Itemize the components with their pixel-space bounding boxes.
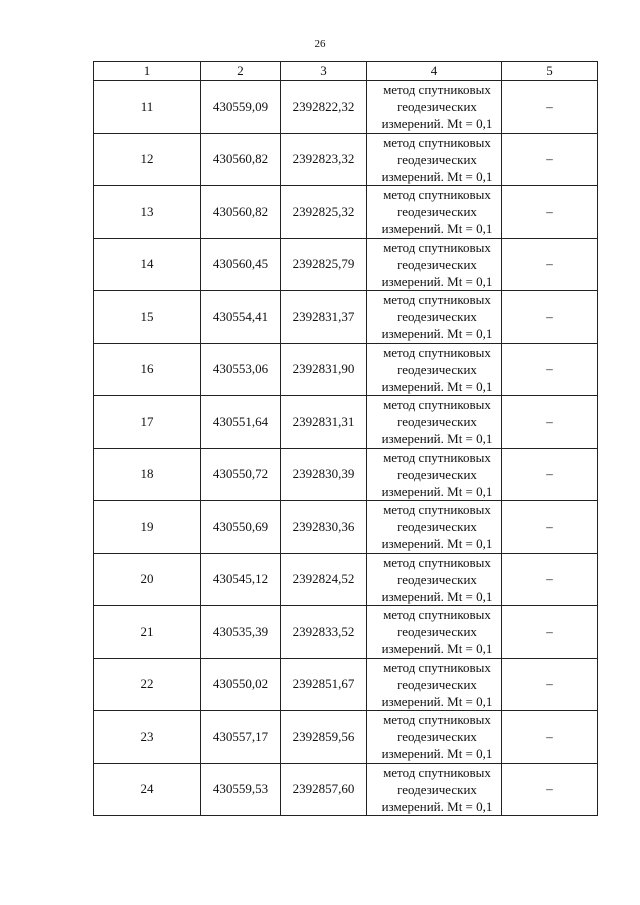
point-number-cell: 21 (94, 606, 201, 659)
method-line: измерений. Mt = 0,1 (381, 798, 493, 814)
table-row (94, 448, 598, 501)
x-coordinate-cell: 430560,82 (201, 133, 281, 186)
note-cell: – (502, 501, 598, 554)
y-coordinate-cell: 2392825,79 (281, 238, 367, 291)
method-line: метод спутниковых (383, 344, 491, 360)
note-cell: – (502, 553, 598, 606)
table-header-row (94, 62, 598, 81)
table-row (94, 553, 598, 606)
method-line: метод спутниковых (383, 292, 491, 308)
point-number-cell: 20 (94, 553, 201, 606)
method-cell (367, 448, 502, 501)
header-col-1: 1 (94, 62, 201, 81)
table-row (94, 133, 598, 186)
y-coordinate-cell: 2392830,36 (281, 501, 367, 554)
y-coordinate-cell: 2392833,52 (281, 606, 367, 659)
y-coordinate-cell: 2392822,32 (281, 81, 367, 134)
x-coordinate-cell: 430545,12 (201, 553, 281, 606)
method-line: геодезических (397, 571, 477, 587)
point-number-cell: 17 (94, 396, 201, 449)
x-coordinate-cell: 430550,02 (201, 658, 281, 711)
method-line: метод спутниковых (383, 502, 491, 518)
note-cell: – (502, 133, 598, 186)
method-cell (367, 396, 502, 449)
note-cell: – (502, 396, 598, 449)
header-col-3: 3 (281, 62, 367, 81)
table-row (94, 711, 598, 764)
y-coordinate-cell: 2392831,31 (281, 396, 367, 449)
method-line: геодезических (397, 729, 477, 745)
method-line: измерений. Mt = 0,1 (381, 536, 493, 552)
x-coordinate-cell: 430535,39 (201, 606, 281, 659)
y-coordinate-cell: 2392824,52 (281, 553, 367, 606)
method-line: метод спутниковых (383, 239, 491, 255)
method-line: метод спутниковых (383, 764, 491, 780)
note-cell: – (502, 343, 598, 396)
table-row (94, 396, 598, 449)
method-line: геодезических (397, 466, 477, 482)
method-line: геодезических (397, 99, 477, 115)
table-row (94, 606, 598, 659)
method-cell (367, 553, 502, 606)
point-number-cell: 19 (94, 501, 201, 554)
x-coordinate-cell: 430557,17 (201, 711, 281, 764)
point-number-cell: 23 (94, 711, 201, 764)
x-coordinate-cell: 430554,41 (201, 291, 281, 344)
point-number-cell: 11 (94, 81, 201, 134)
header-col-2: 2 (201, 62, 281, 81)
table-row (94, 501, 598, 554)
y-coordinate-cell: 2392823,32 (281, 133, 367, 186)
point-number-cell: 15 (94, 291, 201, 344)
method-line: метод спутниковых (383, 134, 491, 150)
method-cell (367, 186, 502, 239)
method-line: геодезических (397, 676, 477, 692)
table-row (94, 81, 598, 134)
method-line: измерений. Mt = 0,1 (381, 588, 493, 604)
y-coordinate-cell: 2392831,90 (281, 343, 367, 396)
method-cell (367, 81, 502, 134)
point-number-cell: 16 (94, 343, 201, 396)
y-coordinate-cell: 2392851,67 (281, 658, 367, 711)
note-cell: – (502, 606, 598, 659)
point-number-cell: 24 (94, 763, 201, 816)
method-line: геодезических (397, 624, 477, 640)
method-cell (367, 658, 502, 711)
note-cell: – (502, 711, 598, 764)
method-line: измерений. Mt = 0,1 (381, 693, 493, 709)
method-line: измерений. Mt = 0,1 (381, 273, 493, 289)
y-coordinate-cell: 2392857,60 (281, 763, 367, 816)
point-number-cell: 14 (94, 238, 201, 291)
method-cell (367, 763, 502, 816)
method-line: геодезических (397, 151, 477, 167)
method-line: геодезических (397, 256, 477, 272)
method-line: измерений. Mt = 0,1 (381, 326, 493, 342)
header-col-4: 4 (367, 62, 502, 81)
x-coordinate-cell: 430551,64 (201, 396, 281, 449)
method-line: измерений. Mt = 0,1 (381, 116, 493, 132)
x-coordinate-cell: 430553,06 (201, 343, 281, 396)
table-row (94, 658, 598, 711)
method-line: метод спутниковых (383, 82, 491, 98)
table-row (94, 186, 598, 239)
table-row (94, 291, 598, 344)
method-cell (367, 238, 502, 291)
note-cell: – (502, 238, 598, 291)
method-line: геодезических (397, 414, 477, 430)
point-number-cell: 22 (94, 658, 201, 711)
note-cell: – (502, 658, 598, 711)
point-number-cell: 12 (94, 133, 201, 186)
header-col-5: 5 (502, 62, 598, 81)
method-line: метод спутниковых (383, 397, 491, 413)
method-line: геодезических (397, 519, 477, 535)
note-cell: – (502, 81, 598, 134)
x-coordinate-cell: 430560,82 (201, 186, 281, 239)
y-coordinate-cell: 2392859,56 (281, 711, 367, 764)
method-cell (367, 291, 502, 344)
note-cell: – (502, 448, 598, 501)
method-line: геодезических (397, 781, 477, 797)
point-number-cell: 18 (94, 448, 201, 501)
method-line: измерений. Mt = 0,1 (381, 378, 493, 394)
table-row (94, 238, 598, 291)
y-coordinate-cell: 2392831,37 (281, 291, 367, 344)
method-cell (367, 501, 502, 554)
method-cell (367, 606, 502, 659)
method-cell (367, 133, 502, 186)
method-line: измерений. Mt = 0,1 (381, 168, 493, 184)
method-line: измерений. Mt = 0,1 (381, 431, 493, 447)
x-coordinate-cell: 430559,09 (201, 81, 281, 134)
page-number: 26 (314, 38, 326, 50)
x-coordinate-cell: 430550,72 (201, 448, 281, 501)
x-coordinate-cell: 430560,45 (201, 238, 281, 291)
table-row (94, 763, 598, 816)
method-line: метод спутниковых (383, 554, 491, 570)
method-line: измерений. Mt = 0,1 (381, 221, 493, 237)
method-line: метод спутниковых (383, 659, 491, 675)
method-line: метод спутниковых (383, 607, 491, 623)
method-line: измерений. Mt = 0,1 (381, 746, 493, 762)
x-coordinate-cell: 430559,53 (201, 763, 281, 816)
x-coordinate-cell: 430550,69 (201, 501, 281, 554)
point-number-cell: 13 (94, 186, 201, 239)
note-cell: – (502, 763, 598, 816)
method-cell (367, 711, 502, 764)
method-line: измерений. Mt = 0,1 (381, 641, 493, 657)
coordinates-table (93, 61, 598, 816)
method-line: метод спутниковых (383, 187, 491, 203)
method-line: геодезических (397, 309, 477, 325)
method-cell (367, 343, 502, 396)
method-line: метод спутниковых (383, 712, 491, 728)
y-coordinate-cell: 2392830,39 (281, 448, 367, 501)
method-line: метод спутниковых (383, 449, 491, 465)
y-coordinate-cell: 2392825,32 (281, 186, 367, 239)
table-row (94, 343, 598, 396)
method-line: геодезических (397, 361, 477, 377)
note-cell: – (502, 291, 598, 344)
method-line: геодезических (397, 204, 477, 220)
note-cell: – (502, 186, 598, 239)
method-line: измерений. Mt = 0,1 (381, 483, 493, 499)
